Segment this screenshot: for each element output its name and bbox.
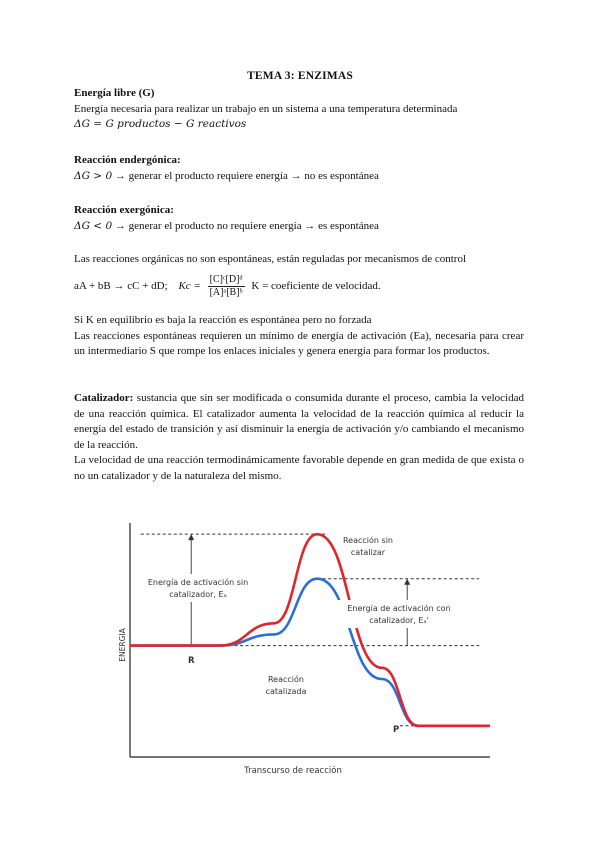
catalizador-section <box>74 391 524 484</box>
y-axis-label: ENERGÍA <box>118 628 127 662</box>
catalizador-paragraph2: La velocidad de una reacción termodinámicamente favorable depende en gran medida de que exista o no un catalizador y de la naturaleza del mismo. <box>74 454 524 482</box>
products-label: P <box>393 725 400 735</box>
ea-uncatalyzed-label-line2: catalizador, Eₐ <box>169 590 227 599</box>
exergonica-line <box>74 219 524 235</box>
uncatalyzed-curve-label-line2: catalizar <box>350 548 386 557</box>
ea-catalyzed-arrowhead <box>404 579 410 585</box>
catalizador-definition: sustancia que sin ser modificada o consumida durante el proceso, cambia la velocidad de una reacción química. El catalizador aumenta la velocidad de la reacción química al reducir la energía del estado de transición y así disminuir la energía de activación y/o cambiando el mecanismo de la reacción. <box>74 392 524 451</box>
uncatalyzed-curve <box>130 534 490 726</box>
energy-diagram <box>118 515 498 780</box>
regulacion-text: Las reacciones orgánicas no son espontáneas, están reguladas por mecanismos de control <box>74 253 466 265</box>
uncatalyzed-curve-label-line1: Reacción sin <box>342 536 394 545</box>
delta-g-formula: ΔG = G productos − G reactivos <box>74 118 247 130</box>
catalyzed-curve-label-line1: Reacción <box>267 675 305 684</box>
ea-catalyzed-label-line1: Energía de activación con <box>347 604 451 613</box>
endergonica-condition: ΔG > 0 <box>74 169 113 182</box>
espontanea-line2: Las reacciones espontáneas requieren un mínimo de energía de activación (Ea), necesaria para crear un intermediario S que rompe los enlaces iniciales y genera energía para formar los productos. <box>74 329 524 357</box>
energia-libre-definition: Energía necesaria para realizar un trabajo en un sistema a una temperatura determinada <box>74 102 458 115</box>
k-definition: K = coeficiente de velocidad. <box>251 280 381 293</box>
ea-uncatalyzed-arrowhead <box>188 534 194 540</box>
endergonica-line <box>74 169 524 185</box>
endergonica-section <box>74 153 524 184</box>
kc-denominator: [A]ᵃ[B]ᵇ <box>209 287 243 298</box>
exergonica-text: → generar el producto no requiere energía → es espontánea <box>114 219 379 232</box>
exergonica-heading: Reacción exergónica: <box>74 204 174 216</box>
endergonica-heading: Reacción endergónica: <box>74 154 181 166</box>
catalizador-term: Catalizador: <box>74 392 134 404</box>
reaction-equation: aA + bB → cC + dD; <box>74 280 168 293</box>
ea-uncatalyzed-label-line1: Energía de activación sin <box>147 578 249 587</box>
energia-libre-heading: Energía libre (G) <box>74 87 155 99</box>
equilibrio-line <box>74 274 524 299</box>
espontanea-section <box>74 313 524 360</box>
exergonica-condition: ΔG < 0 <box>74 219 113 232</box>
kc-numerator: [C]ᶜ[D]ᵈ <box>208 274 245 287</box>
espontanea-line1: Si K en equilibrio es baja la reacción es espontánea pero no forzada <box>74 314 372 326</box>
energy-chart-svg <box>118 515 498 780</box>
catalyzed-curve-label-line2: catalizada <box>265 687 307 696</box>
energia-libre-section <box>74 86 524 133</box>
kc-label: Kc = <box>178 280 201 293</box>
exergonica-section <box>74 203 524 234</box>
endergonica-text: → generar el producto requiere energía → no es espontánea <box>114 169 379 182</box>
reactants-label: R <box>188 656 195 666</box>
kc-fraction <box>208 274 245 299</box>
x-axis-label: Transcurso de reacción <box>244 766 342 776</box>
page-title: TEMA 3: ENZIMAS <box>247 70 353 82</box>
ea-catalyzed-label-line2: catalizador, Eₐ' <box>369 616 429 625</box>
catalizador-paragraph <box>74 391 524 453</box>
